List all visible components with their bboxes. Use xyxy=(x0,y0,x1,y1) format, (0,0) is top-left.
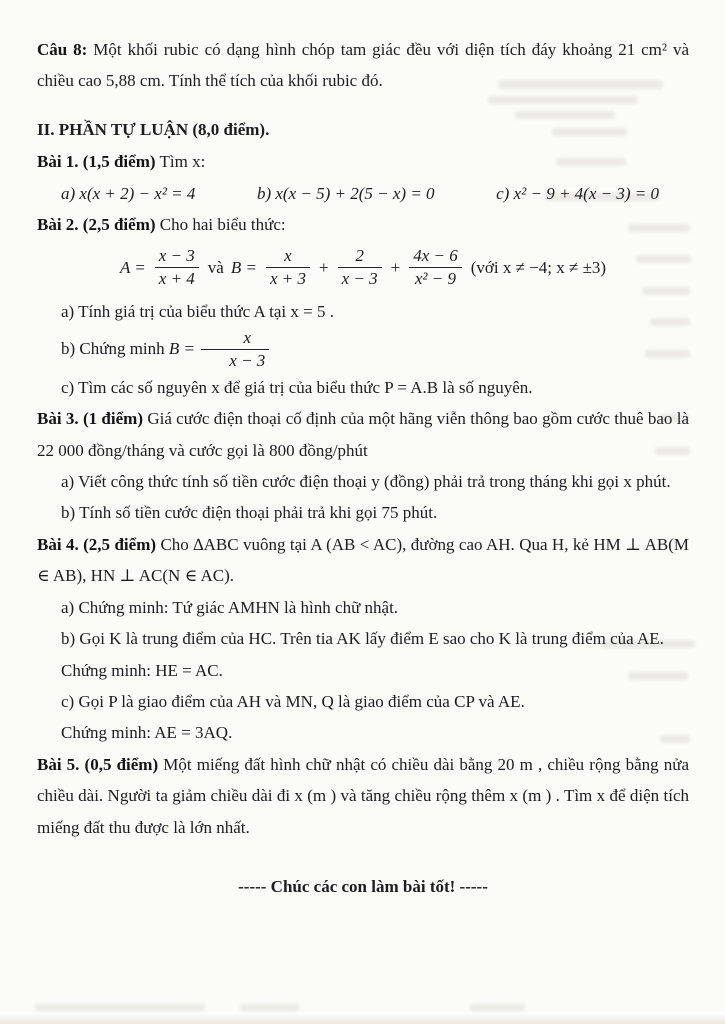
problem-2-formula xyxy=(37,246,689,290)
problem-4-item-a: a) Chứng minh: Tứ giác AMHN là hình chữ nhật. xyxy=(61,597,399,617)
problem-5-paragraph xyxy=(37,749,689,843)
problem-2-item-a: a) Tính giá trị của biểu thức A tại x = 5 . xyxy=(61,302,334,322)
problem-4-paragraph xyxy=(37,529,689,592)
fraction-B-result xyxy=(201,328,269,372)
problem-5-label: Bài 5. (0,5 điểm) xyxy=(37,754,159,774)
formula-and-text: và xyxy=(207,257,224,277)
fraction-numerator: x xyxy=(201,328,269,350)
fraction-denominator: x − 3 xyxy=(229,351,266,371)
fraction-denominator: x + 4 xyxy=(158,269,195,289)
problem-4-item-b: b) Gọi K là trung điểm của HC. Trên tia AK lấy điểm E sao cho K là trung điểm của AE. xyxy=(61,629,664,649)
problem-1-intro-text: Tìm x: xyxy=(159,152,206,172)
problem-2-item-c: c) Tìm các số nguyên x để giá trị của biểu thức P = A.B là số nguyên. xyxy=(61,377,533,397)
problem-2-item-b-text: b) Chứng minh xyxy=(61,338,165,358)
problem-3-item-b: b) Tính số tiền cước điện thoại phải trả khi gọi 75 phút. xyxy=(61,503,438,523)
problem-4-item-c: c) Gọi P là giao điểm của AH và MN, Q là giao điểm của CP và AE. xyxy=(61,692,525,711)
formula-B-lhs: B = xyxy=(230,257,257,277)
bleed-smudge xyxy=(35,1004,205,1011)
problem-2-intro-text: Cho hai biểu thức: xyxy=(159,215,286,235)
problem-1-intro xyxy=(37,146,689,177)
question-8-label: Câu 8: xyxy=(37,40,88,59)
section-2-heading: II. PHẦN TỰ LUẬN (8,0 điểm). xyxy=(37,119,270,139)
bleed-smudge xyxy=(240,1004,300,1011)
problem-3-item-a: a) Viết công thức tính số tiền cước điện thoại y (đồng) phải trả trong tháng khi gọi x phút. xyxy=(61,471,671,491)
problem-1-item-a: a) x(x + 2) − x² = 4 xyxy=(61,183,196,203)
problem-2-item-b-eq: B = xyxy=(168,338,196,358)
fraction-denominator: x − 3 xyxy=(341,269,378,289)
problem-2-item-b xyxy=(37,328,689,372)
problem-1-label: Bài 1. (1,5 điểm) xyxy=(37,152,156,172)
problem-2-intro xyxy=(37,209,689,240)
fraction-denominator: x + 3 xyxy=(269,269,306,289)
plus-sign: + xyxy=(318,257,329,277)
problem-4-item-b-conclusion: Chứng minh: HE = AC. xyxy=(61,660,223,680)
fraction-A xyxy=(155,246,199,290)
closing-message: ----- Chúc các con làm bài tốt! ----- xyxy=(238,877,488,897)
page-bottom-shadow xyxy=(0,1014,725,1024)
problem-4-item-c-conclusion: Chứng minh: AE = 3AQ. xyxy=(61,723,233,743)
problem-1-item-c: c) x² − 9 + 4(x − 3) = 0 xyxy=(496,183,659,203)
problem-3-label: Bài 3. (1 điểm) xyxy=(37,409,143,429)
fraction-B1 xyxy=(266,246,310,290)
fraction-B2 xyxy=(338,246,382,290)
fraction-B3 xyxy=(409,246,462,290)
problem-4-label: Bài 4. (2,5 điểm) xyxy=(37,534,157,554)
formula-A-lhs: A = xyxy=(119,257,146,277)
fraction-numerator: 4x − 6 xyxy=(409,246,462,268)
problem-3-paragraph xyxy=(37,403,689,466)
fraction-numerator: 2 xyxy=(338,246,382,268)
fraction-denominator: x² − 9 xyxy=(414,269,457,289)
problem-3-intro-text: Giá cước điện thoại cố định của một hãng viễn thông bao gồm cước thuê bao là 22 000 đồng/tháng và cước gọi là 800 đồng/phút xyxy=(37,409,690,460)
formula-condition: (với x ≠ −4; x ≠ ±3) xyxy=(470,257,607,277)
question-8-paragraph xyxy=(37,34,689,97)
bleed-smudge xyxy=(470,1004,525,1011)
problem-1-equations xyxy=(37,178,689,209)
question-8-text: Một khối rubic có dạng hình chóp tam giác đều với diện tích đáy khoảng 21 cm² và chiều cao 5,88 cm. Tính thể tích của khối rubic đó. xyxy=(37,40,689,91)
problem-1-item-b: b) x(x − 5) + 2(5 − x) = 0 xyxy=(256,183,435,203)
problem-2-label: Bài 2. (2,5 điểm) xyxy=(37,215,156,235)
problem-5-text: Một miếng đất hình chữ nhật có chiều dài bằng 20 m , chiều rộng bằng nửa chiều dài. Người ta giảm chiều dài đi x (m ) và tăng chiều rộng thêm x (m ) . Tìm x để diện tích miếng đất thu được là lớn nhất. xyxy=(37,754,689,837)
fraction-numerator: x xyxy=(266,246,310,268)
fraction-numerator: x − 3 xyxy=(155,246,199,268)
plus-sign: + xyxy=(390,257,401,277)
problem-4-intro-text: Cho ∆ABC vuông tại A (AB < AC), đường cao AH. Qua H, kẻ HM ⊥ AB(M ∈ AB), HN ⊥ AC(N ∈ AC). xyxy=(37,534,689,586)
